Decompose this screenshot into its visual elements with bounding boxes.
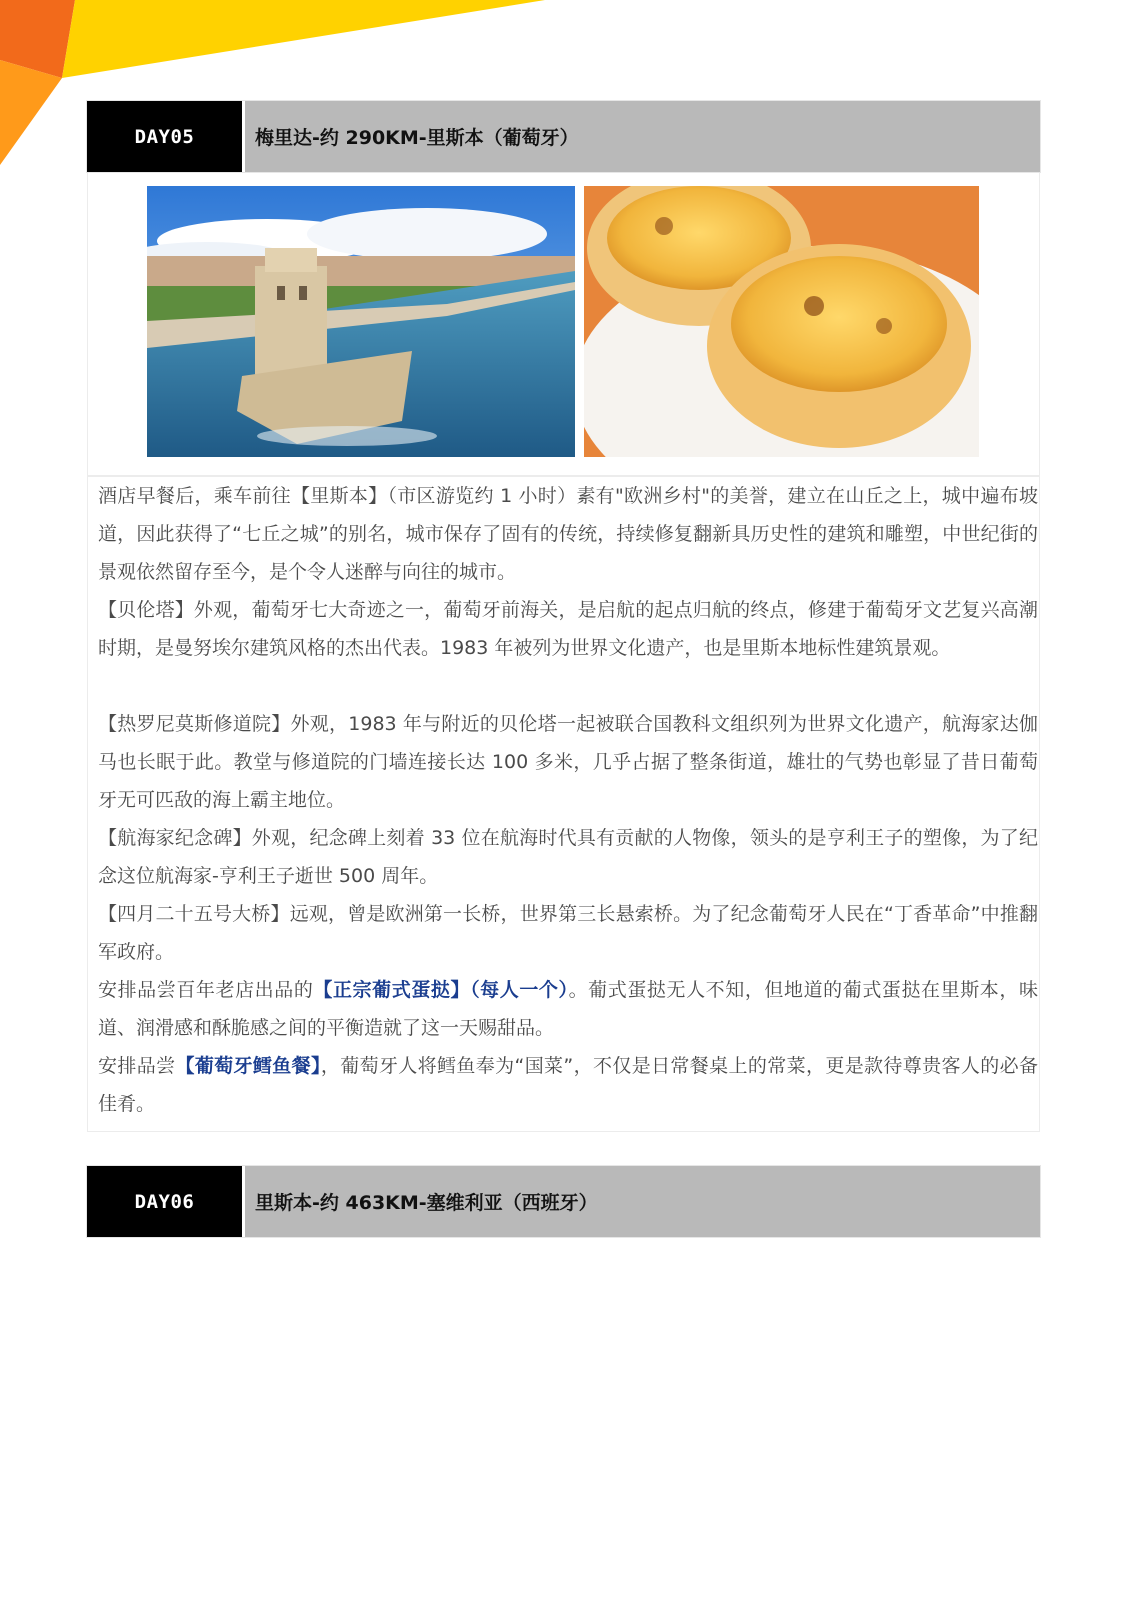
egg-tart-description: 。葡式蛋挞无人不知，但地道的葡式蛋挞在里斯本，味道、润滑感和酥脆感之间的平衡造就了这一天赐甜品。: [98, 979, 1038, 1039]
belem-tower-photo: [147, 186, 575, 457]
egg-tart-highlight: 【正宗葡式蛋挞】（每人一个）: [313, 979, 569, 1001]
cod-meal-highlight: 【葡萄牙鳕鱼餐】: [175, 1055, 321, 1077]
day06-header: [87, 1166, 1040, 1237]
paragraph-egg-tart: [98, 971, 1038, 1047]
day05-title: 梅里达-约 290KM-里斯本（葡萄牙）: [245, 101, 1040, 172]
paragraph-belem-tower: 【贝伦塔】外观，葡萄牙七大奇迹之一，葡萄牙前海关，是启航的起点归航的终点，修建于葡萄牙文艺复兴高潮时期，是曼努埃尔建筑风格的杰出代表。1983 年被列为世界文化遗产，也是里斯本地标性建筑景观。: [98, 599, 1038, 659]
day06-title: 里斯本-约 463KM-塞维利亚（西班牙）: [245, 1166, 1040, 1237]
day05-photo-box: [87, 173, 1040, 476]
paragraph-cod-meal: [98, 1047, 1038, 1123]
day05-itinerary-text: [87, 476, 1040, 1132]
paragraph-april-25-bridge: 【四月二十五号大桥】远观，曾是欧洲第一长桥，世界第三长悬索桥。为了纪念葡萄牙人民在“丁香革命”中推翻军政府。: [98, 903, 1038, 963]
egg-tart-intro: 安排品尝百年老店出品的: [98, 979, 314, 1001]
day06-label: DAY06: [87, 1166, 242, 1237]
cod-meal-intro: 安排品尝: [98, 1055, 176, 1077]
day05-header: [87, 101, 1040, 172]
egg-tart-photo: [584, 186, 979, 457]
paragraph-discoveries-monument: 【航海家纪念碑】外观，纪念碑上刻着 33 位在航海时代具有贡献的人物像，领头的是亨利王子的塑像，为了纪念这位航海家-亨利王子逝世 500 周年。: [98, 827, 1038, 887]
paragraph-lisbon: 酒店早餐后，乘车前往【里斯本】（市区游览约 1 小时）素有"欧洲乡村"的美誉，建立在山丘之上，城中遍布坡道，因此获得了“七丘之城”的别名，城市保存了固有的传统，持续修复翻新具历史性的建筑和雕塑，中世纪街的景观依然留存至今，是个令人迷醉与向往的城市。: [98, 485, 1038, 583]
paragraph-jeronimos-monastery: 【热罗尼莫斯修道院】外观，1983 年与附近的贝伦塔一起被联合国教科文组织列为世界文化遗产，航海家达伽马也长眠于此。教堂与修道院的门墙连接长达 100 多米，几乎占据了整条街道，雄壮的气势也彰显了昔日葡萄牙无可匹敌的海上霸主地位。: [98, 713, 1038, 811]
cod-meal-description: ，葡萄牙人将鳕鱼奉为“国菜”，不仅是日常餐桌上的常菜，更是款待尊贵客人的必备佳肴。: [98, 1055, 1038, 1115]
day05-label: DAY05: [87, 101, 242, 172]
